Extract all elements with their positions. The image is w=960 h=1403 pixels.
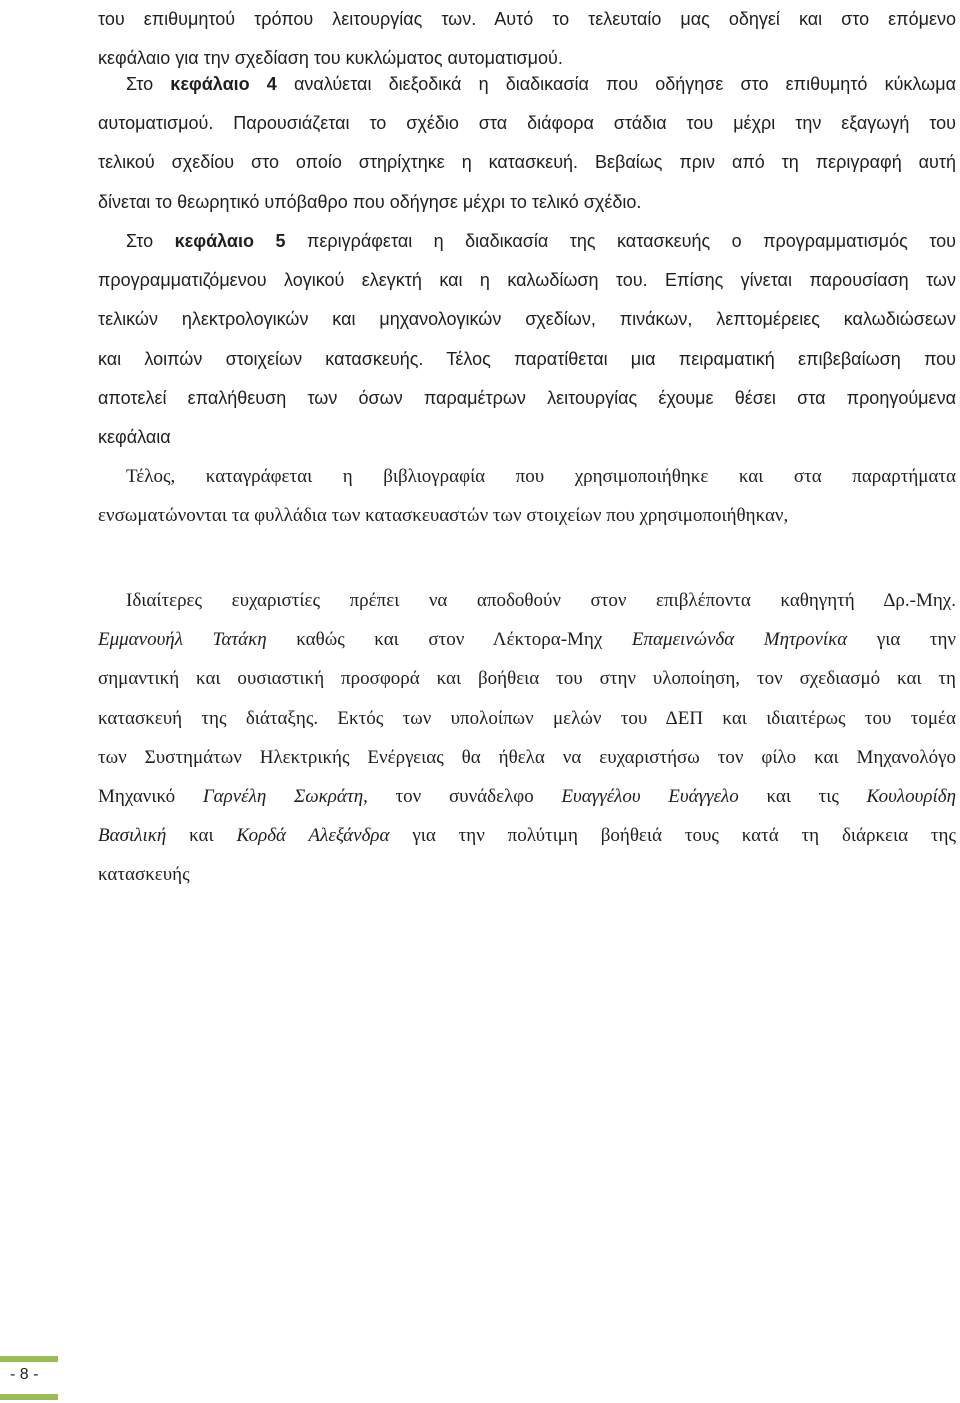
text-line: κεφάλαια — [98, 426, 171, 447]
text-line: Εμμανουήλ Τατάκη καθώς και στον Λέκτορα-Μηχ Επαμεινώνδα Μητρονίκα για την — [98, 629, 956, 651]
chapter-5-reference: κεφάλαιο 5 — [174, 231, 286, 251]
paragraph-chapter-5 — [98, 222, 956, 457]
text-line: κατασκευής — [98, 864, 190, 886]
person-name: Εμμανουήλ Τατάκη — [98, 629, 267, 651]
text-line: αυτοματισμού. Παρουσιάζεται το σχέδιο στα διάφορα στάδια του μέχρι την εξαγωγή του — [98, 113, 956, 134]
paragraph-chapter-4 — [98, 65, 956, 222]
person-name: Ευαγγέλου Ευάγγελο — [561, 785, 739, 807]
page-number: - 8 - — [10, 1366, 39, 1383]
paragraph-acknowledgments — [98, 581, 956, 895]
text-line: τελικού σχεδίου στο οποίο στηρίχτηκε η κατασκευή. Βεβαίως πριν από τη περιγραφή αυτή — [98, 152, 956, 173]
text-line: κεφάλαιο για την σχεδίαση του κυκλώματος αυτοματισμού. — [98, 48, 563, 69]
person-name: Επαμεινώνδα Μητρονίκα — [631, 629, 848, 651]
text-line: σημαντική και ουσιαστική προσφορά και βοήθεια του στην υλοποίηση, τον σχεδιασμό και τη — [98, 668, 956, 690]
person-name: Κουλουρίδη — [866, 785, 956, 807]
text-line: και λοιπών στοιχείων κατασκευής. Τέλος παρατίθεται μια πειραματική επιβεβαίωση που — [98, 348, 956, 369]
text-line: Στο κεφάλαιο 4 αναλύεται διεξοδικά η διαδικασία που οδήγησε στο επιθυμητό κύκλωμα — [126, 74, 956, 94]
person-name: Βασιλική — [98, 825, 167, 847]
text-line: των Συστημάτων Ηλεκτρικής Ενέργειας θα ήθελα να ευχαριστήσω τον φίλο και Μηχανολόγο — [98, 746, 956, 768]
text-line: του επιθυμητού τρόπου λειτουργίας των. Αυτό το τελευταίο μας οδηγεί και στο επόμενο — [98, 9, 956, 29]
text-line: Βασιλική και Κορδά Αλεξάνδρα για την πολύτιμη βοήθειά τους κατά τη διάρκεια της — [98, 825, 956, 847]
text-line: κατασκευή της διάταξης. Εκτός των υπολοίπων μελών του ΔΕΠ και ιδιαιτέρως του τομέα — [98, 707, 956, 729]
paragraph-bibliography — [98, 457, 956, 535]
text-line: ενσωματώνονται τα φυλλάδια των κατασκευαστών των στοιχείων που χρησιμοποιήθηκαν, — [98, 505, 789, 527]
text-line: Στο κεφάλαιο 5 περιγράφεται η διαδικασία της κατασκευής ο προγραμματισμός του — [126, 231, 956, 251]
person-name: Γαρνέλη Σωκράτη — [202, 785, 364, 807]
footer-accent-bar-bottom — [0, 1394, 58, 1400]
text-line: δίνεται το θεωρητικό υπόβαθρο που οδήγησε μέχρι το τελικό σχέδιο. — [98, 191, 642, 212]
text-line: Τέλος, καταγράφεται η βιβλιογραφία που χρησιμοποιήθηκε και στα παραρτήματα — [126, 466, 956, 487]
text-line: τελικών ηλεκτρολογικών και μηχανολογικών σχεδίων, πινάκων, λεπτομέρειες καλωδιώσεων — [98, 309, 956, 330]
text-line: Μηχανικό Γαρνέλη Σωκράτη, τον συνάδελφο Ευαγγέλου Ευάγγελο και τις Κουλουρίδη — [98, 785, 956, 807]
person-name: Κορδά Αλεξάνδρα — [236, 825, 390, 847]
text-line: προγραμματιζόμενου λογικού ελεγκτή και η καλωδίωση του. Επίσης γίνεται παρουσίαση των — [98, 270, 956, 291]
text-line: Ιδιαίτερες ευχαριστίες πρέπει να αποδοθούν στον επιβλέποντα καθηγητή Δρ.-Μηχ. — [126, 590, 956, 611]
chapter-4-reference: κεφάλαιο 4 — [170, 74, 277, 94]
text-line: αποτελεί επαλήθευση των όσων παραμέτρων λειτουργίας έχουμε θέσει στα προηγούμενα — [98, 387, 956, 408]
